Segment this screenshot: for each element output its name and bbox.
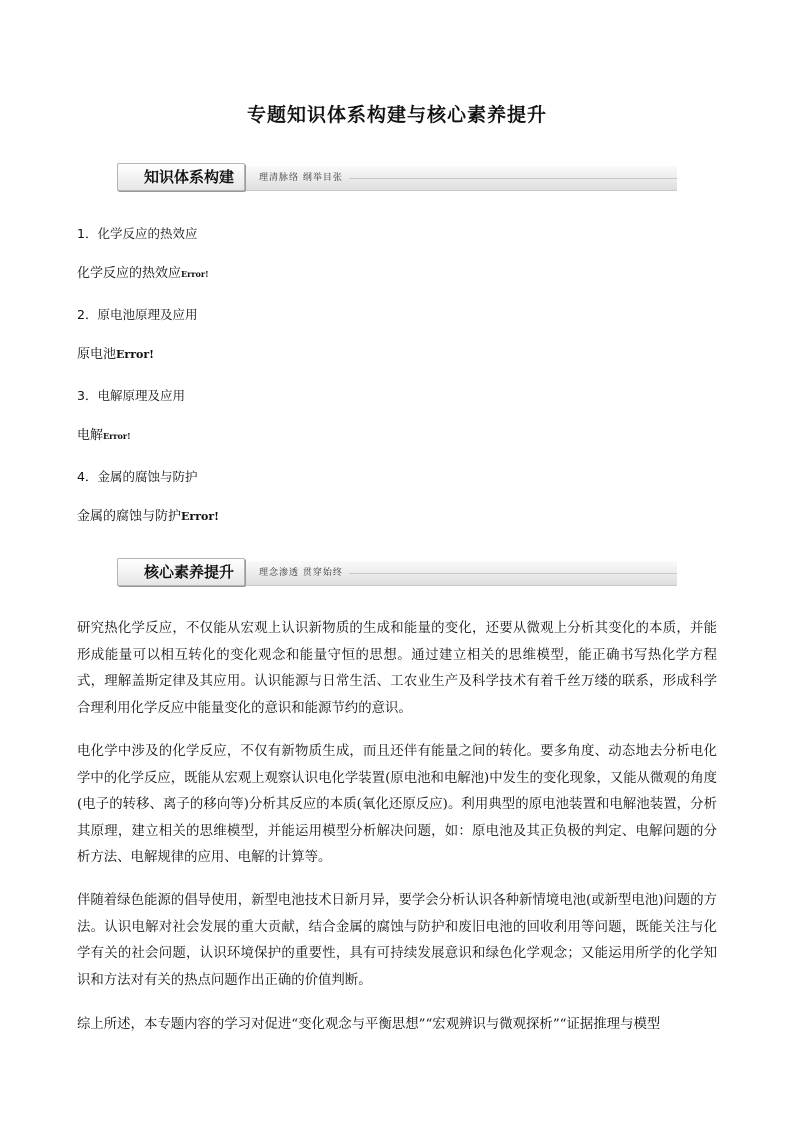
section-line-text: 化学反应的热效应 <box>77 266 182 281</box>
banner-divider <box>349 573 677 574</box>
section-line-3 <box>77 427 131 445</box>
section-line-1 <box>77 265 209 283</box>
banner-label: 知识体系构建 <box>117 163 245 191</box>
error-text: Error! <box>181 510 219 523</box>
section-line-2 <box>77 346 154 364</box>
section-line-text: 电解 <box>77 428 104 443</box>
banner-subtitle: 理清脉络 纲举目张 <box>259 173 343 183</box>
section-heading-3: 3．电解原理及应用 <box>77 388 185 403</box>
section-heading-2: 2．原电池原理及应用 <box>77 307 198 322</box>
banner-subtitle: 理念渗透 贯穿始终 <box>259 568 343 578</box>
paragraph-4: 综上所述，本专题内容的学习对促进“变化观念与平衡思想”“宏观辨识与微观探析”“证据推理与模型 <box>77 1017 661 1032</box>
section-line-text: 金属的腐蚀与防护 <box>77 509 182 524</box>
section-heading-1: 1．化学反应的热效应 <box>77 226 198 241</box>
section-banner-knowledge <box>117 166 677 191</box>
error-text: Error! <box>103 431 131 441</box>
paragraph-2: 电化学中涉及的化学反应，不仅有新物质生成，而且还伴有能量之间的转化。要多角度、动态地去分析电化学中的化学反应，既能从宏观上观察认识电化学装置(原电池和电解池)中发生的变化现象，又能从微观的角度(电子的转移、离子的移向等)分析其反应的本质(氧化还原反应)。利用典型的原电池装置和电解池装置，分析其原理，建立相关的思维模型，并能运用模型分析解决问题，如：原电池及其正负极的判定、电解问题的分析方法、电解规律的应用、电解的计算等。 <box>77 744 717 865</box>
section-line-4 <box>77 508 219 526</box>
page-title: 专题知识体系构建与核心素养提升 <box>246 104 547 126</box>
error-text: Error! <box>181 269 209 279</box>
paragraph-1: 研究热化学反应，不仅能从宏观上认识新物质的生成和能量的变化，还要从微观上分析其变化的本质，并能形成能量可以相互转化的变化观念和能量守恒的思想。通过建立相关的思维模型，能正确书写热化学方程式，理解盖斯定律及其应用。认识能源与日常生活、工农业生产及科学技术有着千丝万缕的联系，形成科学合理利用化学反应中能量变化的意识和能源节约的意识。 <box>77 621 717 716</box>
error-text: Error! <box>116 348 154 361</box>
section-line-text: 原电池 <box>77 347 117 362</box>
section-banner-literacy <box>117 561 677 586</box>
banner-label: 核心素养提升 <box>117 558 245 586</box>
banner-divider <box>349 178 677 179</box>
section-heading-4: 4．金属的腐蚀与防护 <box>77 469 198 484</box>
paragraph-3: 伴随着绿色能源的倡导使用，新型电池技术日新月异，要学会分析认识各种新情境电池(或新型电池)问题的方法。认识电解对社会发展的重大贡献，结合金属的腐蚀与防护和废旧电池的回收利用等问题，既能关注与化学有关的社会问题，认识环境保护的重要性，具有可持续发展意识和绿色化学观念；又能运用所学的化学知识和方法对有关的热点问题作出正确的价值判断。 <box>77 893 717 988</box>
